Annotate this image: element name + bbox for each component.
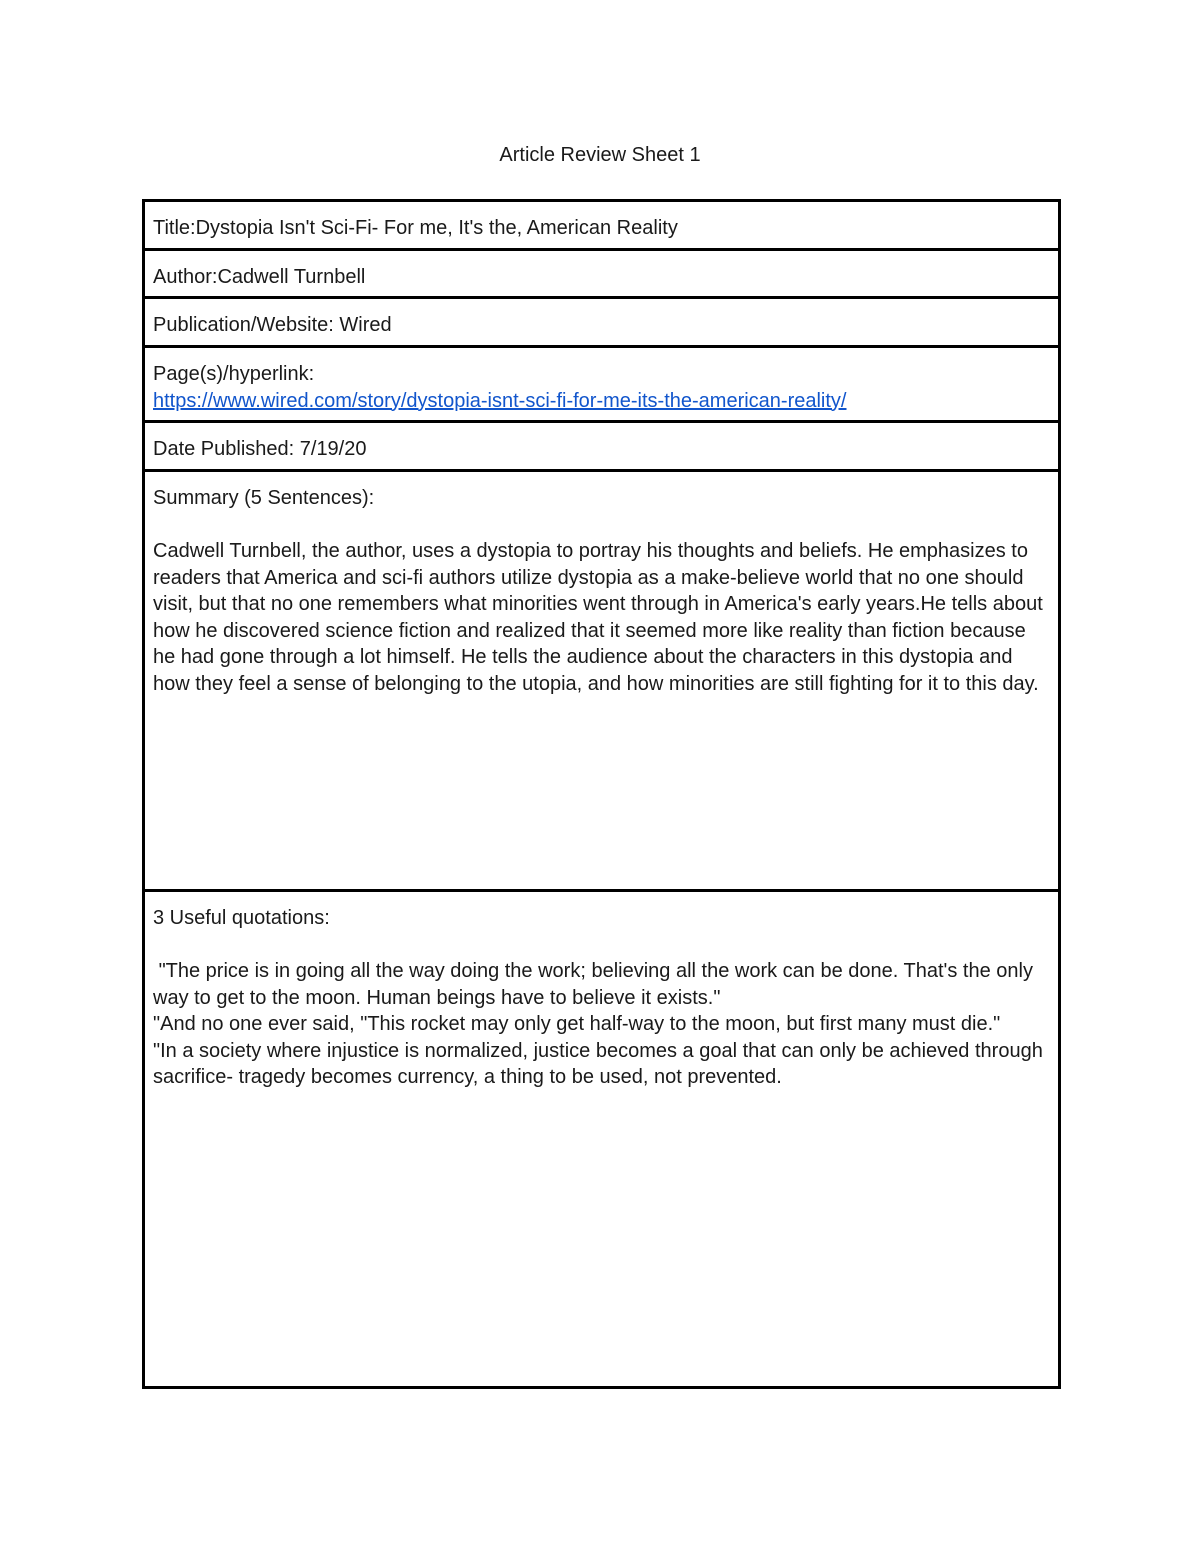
summary-label: Summary (5 Sentences): — [153, 487, 375, 509]
quotations-label: 3 Useful quotations: — [153, 907, 330, 929]
quotations-row — [145, 892, 1058, 1386]
author-text: Author:Cadwell Turnbell — [153, 266, 366, 288]
summary-row — [145, 472, 1058, 892]
publication-text: Publication/Website: Wired — [153, 314, 392, 336]
page-title: Article Review Sheet 1 — [499, 144, 701, 166]
pages-label: Page(s)/hyperlink: — [153, 363, 315, 385]
date-row — [145, 423, 1058, 472]
article-hyperlink[interactable]: https://www.wired.com/story/dystopia-isnt-sci-fi-for-me-its-the-american-reality/ — [153, 389, 847, 412]
quotation-2: "And no one ever said, "This rocket may only get half-way to the moon, but first many must die." — [153, 1013, 1001, 1035]
title-row — [145, 202, 1058, 251]
quotation-1: "The price is in going all the way doing the work; believing all the work can be done. That's the only way to get to the moon. Human beings have to believe it exists." — [153, 960, 1039, 1009]
title-text: Title:Dystopia Isn't Sci-Fi- For me, It's the, American Reality — [153, 217, 678, 239]
summary-text: Cadwell Turnbell, the author, uses a dystopia to portray his thoughts and beliefs. He emphasizes to readers that America and sci-fi authors utilize dystopia as a make-believe world that no one should visit, but that no one remembers what minorities went through in America's early years.He tells about how he discovered science fiction and realized that it seemed more like reality than fiction because he had gone through a lot himself. He tells the audience about the characters in this dystopia and how they feel a sense of belonging to the utopia, and how minorities are still fighting for it to this day. — [153, 540, 1043, 695]
review-table — [142, 199, 1061, 1389]
publication-row — [145, 299, 1058, 348]
quotation-3: "In a society where injustice is normalized, justice becomes a goal that can only be achieved through sacrifice- tragedy becomes currency, a thing to be used, not prevented. — [153, 1039, 1043, 1088]
author-row — [145, 251, 1058, 299]
date-text: Date Published: 7/19/20 — [153, 438, 367, 460]
pages-row — [145, 348, 1058, 423]
